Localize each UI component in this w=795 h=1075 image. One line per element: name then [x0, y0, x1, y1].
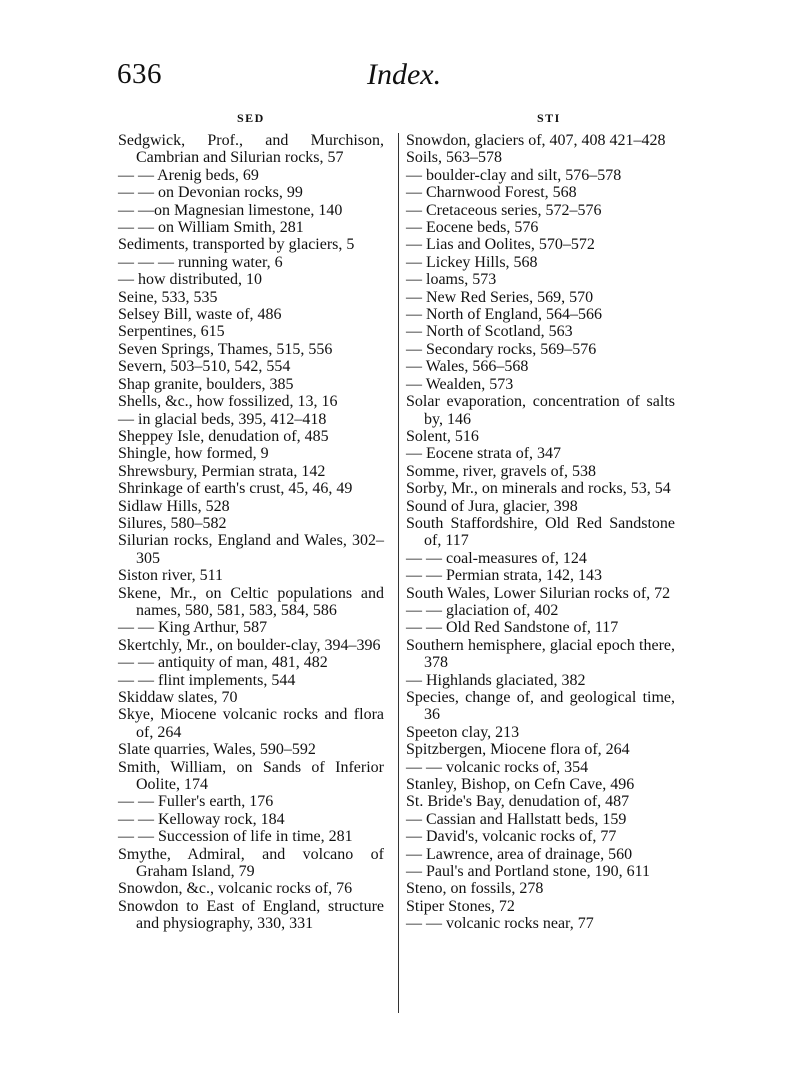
- index-entry: Skertchly, Mr., on boulder-clay, 394–396: [118, 636, 381, 654]
- index-entry: Solent, 516: [406, 427, 479, 445]
- index-entry: — Wealden, 573: [406, 375, 514, 393]
- index-entry: — Lawrence, area of drainage, 560: [406, 845, 633, 863]
- index-entry: — — on Devonian rocks, 99: [118, 184, 303, 202]
- index-entry: Stiper Stones, 72: [406, 897, 515, 915]
- index-entry: — Eocene strata of, 347: [406, 445, 562, 463]
- index-entry: — — Permian strata, 142, 143: [406, 567, 602, 585]
- index-entry: Shrewsbury, Permian strata, 142: [118, 462, 326, 480]
- index-entry: — Wales, 566–568: [406, 358, 529, 376]
- index-entry: — — King Arthur, 587: [118, 619, 268, 637]
- left-index-column: [118, 132, 384, 933]
- index-entry: Shingle, how formed, 9: [118, 445, 269, 463]
- index-entry: — boulder-clay and silt, 576–578: [406, 166, 622, 184]
- index-entry: Skiddaw slates, 70: [118, 689, 238, 706]
- index-entry: Somme, river, gravels of, 538: [406, 462, 596, 480]
- index-entry: Snowdon to East of England, structure and physiography, 330, 331: [118, 897, 384, 933]
- index-entry: — North of England, 564–566: [406, 306, 602, 324]
- index-entry: — — volcanic rocks of, 354: [406, 758, 589, 776]
- page-title: Index.: [367, 58, 442, 91]
- index-entry: — in glacial beds, 395, 412–418: [118, 410, 327, 428]
- index-entry: Seven Springs, Thames, 515, 556: [118, 340, 333, 358]
- index-entry: — — — running water, 6: [118, 253, 283, 271]
- index-entry: South Staffordshire, Old Red Sandstone of, 117: [406, 514, 675, 550]
- index-entry: Silures, 580–582: [118, 514, 227, 532]
- index-entry: Spitzbergen, Miocene flora of, 264: [406, 741, 630, 759]
- index-entry: Solar evaporation, concentration of salts by, 146: [406, 393, 675, 428]
- index-entry: Smith, William, on Sands of Inferior Oolite, 174: [118, 758, 384, 794]
- index-entry: — Secondary rocks, 569–576: [406, 340, 597, 358]
- index-entry: — Cretaceous series, 572–576: [406, 201, 602, 219]
- index-entry: Selsey Bill, waste of, 486: [118, 306, 282, 324]
- index-entry: — Lias and Oolites, 570–572: [406, 236, 595, 254]
- index-entry: St. Bride's Bay, denudation of, 487: [406, 793, 630, 811]
- index-entry: Sidlaw Hills, 528: [118, 497, 230, 515]
- index-entry: Species, change of, and geological time, 36: [406, 689, 675, 724]
- index-entry: — — antiquity of man, 481, 482: [118, 654, 328, 672]
- index-entry: — North of Scotland, 563: [406, 323, 573, 341]
- index-entry: — Highlands glaciated, 382: [406, 671, 586, 689]
- index-entry: — Lickey Hills, 568: [406, 253, 538, 271]
- index-entry: — Charnwood Forest, 568: [406, 184, 577, 202]
- index-entry: — Paul's and Portland stone, 190, 611: [406, 863, 651, 881]
- index-entry: — — Kelloway rock, 184: [118, 810, 285, 828]
- index-entry: Seine, 533, 535: [118, 288, 218, 306]
- index-entry: — — Arenig beds, 69: [118, 166, 259, 184]
- index-entry: Sediments, transported by glaciers, 5: [118, 236, 355, 254]
- index-entry: Skene, Mr., on Celtic populations and names, 580, 581, 583, 584, 586: [118, 584, 384, 619]
- index-entry: Smythe, Admiral, and volcano of Graham Island, 79: [118, 845, 384, 881]
- index-entry: Shells, &c., how fossilized, 13, 16: [118, 393, 338, 411]
- index-entry: — Eocene beds, 576: [406, 219, 539, 237]
- index-entry: Sorby, Mr., on minerals and rocks, 53, 54: [406, 480, 671, 498]
- index-entry: — — glaciation of, 402: [406, 601, 559, 619]
- index-entry: — — on William Smith, 281: [118, 219, 304, 237]
- index-entry: Shap granite, boulders, 385: [118, 375, 294, 393]
- index-entry: — loams, 573: [406, 271, 497, 289]
- right-column-heading: STI: [537, 111, 561, 125]
- index-entry: — — Old Red Sandstone of, 117: [406, 619, 619, 637]
- index-entry: Slate quarries, Wales, 590–592: [118, 741, 316, 759]
- index-entry: Sound of Jura, glacier, 398: [406, 497, 578, 515]
- index-entry: — — flint implements, 544: [118, 671, 296, 689]
- index-entry: Severn, 503–510, 542, 554: [118, 358, 291, 376]
- index-entry: Sheppey Isle, denudation of, 485: [118, 427, 329, 445]
- column-divider: [398, 133, 399, 1013]
- index-entry: — —on Magnesian limestone, 140: [118, 201, 343, 219]
- index-entry: Steno, on fossils, 278: [406, 880, 544, 898]
- index-entry: Silurian rocks, England and Wales, 302–305: [118, 532, 384, 567]
- index-entry: Skye, Miocene volcanic rocks and flora of, 264: [118, 706, 384, 741]
- index-entry: — — Succession of life in time, 281: [118, 828, 353, 846]
- index-entry: Siston river, 511: [118, 567, 223, 585]
- index-entry: — — Fuller's earth, 176: [118, 793, 274, 811]
- index-entry: Soils, 563–578: [406, 149, 503, 167]
- index-entry: Serpentines, 615: [118, 323, 225, 341]
- right-index-column: [406, 132, 675, 933]
- left-column-heading: SED: [237, 111, 265, 125]
- index-entry: Snowdon, &c., volcanic rocks of, 76: [118, 880, 353, 898]
- index-entry: — — coal-measures of, 124: [406, 549, 587, 567]
- index-entry: — how distributed, 10: [118, 271, 262, 289]
- index-entry: Snowdon, glaciers of, 407, 408 421–428: [406, 132, 666, 149]
- index-entry: Southern hemisphere, glacial epoch there, 378: [406, 636, 675, 672]
- index-entry: — — volcanic rocks near, 77: [406, 915, 594, 933]
- index-entry: Shrinkage of earth's crust, 45, 46, 49: [118, 480, 353, 498]
- index-entry: — David's, volcanic rocks of, 77: [406, 828, 617, 846]
- index-entry: — New Red Series, 569, 570: [406, 288, 594, 306]
- page-number: 636: [117, 58, 162, 90]
- index-entry: Stanley, Bishop, on Cefn Cave, 496: [406, 776, 635, 794]
- index-entry: South Wales, Lower Silurian rocks of, 72: [406, 584, 671, 602]
- index-entry: — Cassian and Hallstatt beds, 159: [406, 810, 627, 828]
- index-entry: Sedgwick, Prof., and Murchison, Cambrian and Silurian rocks, 57: [118, 132, 384, 167]
- index-entry: Speeton clay, 213: [406, 723, 520, 741]
